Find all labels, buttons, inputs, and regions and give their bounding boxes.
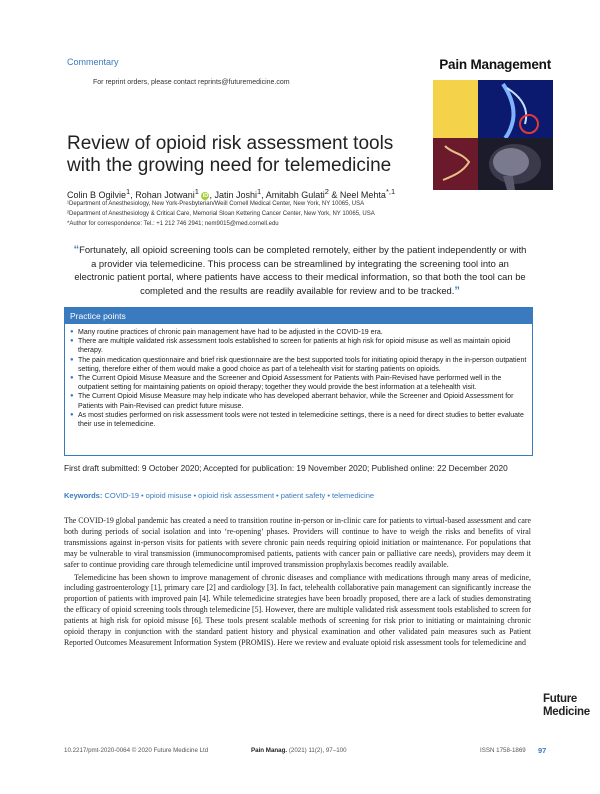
keyword-link[interactable]: opioid misuse — [145, 491, 192, 500]
practice-point: ● The pain medication questionnaire and brief risk questionnaire are the best supported tools for initiating opioid therapy in the in-person outpatient setting, therefore either of them would make a good choice as part of a telehealth visit for starting patients on opioids. — [70, 356, 527, 374]
logo-line: Medicine — [543, 706, 590, 718]
author-name: Rohan Jotwani — [135, 190, 195, 200]
practice-points-heading: Practice points — [65, 308, 532, 324]
article-body — [64, 516, 531, 649]
author-name: Amitabh Gulati — [265, 190, 325, 200]
footer-issn: ISSN 1758-1869 — [480, 747, 526, 754]
journal-cover-art — [433, 80, 553, 190]
article-title: Review of opioid risk assessment tools with the growing need for telemedicine — [67, 133, 394, 176]
quote-open-mark: “ — [73, 244, 80, 256]
affiliation-1: ¹Department of Anesthesiology, New York-Presbyterian/Weill Cornell Medical Center, New York, NY 10065, USA — [67, 201, 365, 207]
quote-close-mark: ” — [454, 284, 460, 297]
pull-quote — [70, 243, 530, 298]
practice-points-box — [64, 307, 533, 456]
footer-journal-abbrev: Pain Manag. — [251, 747, 288, 754]
keyword-link[interactable]: telemedicine — [331, 491, 375, 500]
orcid-icon[interactable]: iD — [202, 193, 209, 199]
author-list: Colin B Ogilvie$^1$, Rohan Jotwani$^1$ iD, Jatin Joshi$^1$, Amitabh Gulati$^2$ & Neel Mehta$^{*,1}$ — [67, 187, 396, 200]
author-name: Jatin Joshi — [214, 190, 257, 200]
author-affiliation-mark: *,1 — [385, 187, 396, 196]
practice-point: ● As most studies performed on risk assessment tools were not tested in telemedicine settings, there is a need for direct studies to better evaluate their use in telemedicine. — [70, 411, 527, 429]
journal-name: Pain Management — [439, 57, 551, 72]
practice-point: ● The Current Opioid Misuse Measure and the Screener and Opioid Assessment for Patients with Pain-Revised have performed well in the outpatient setting for maintaining patients on opioid therapy; together they would provide the best information at a telehealth visit. — [70, 374, 527, 392]
footer-doi: 10.2217/pmt-2020-0064 © 2020 Future Medicine Ltd — [64, 747, 209, 754]
cover-red-panel — [433, 138, 478, 190]
keyword-link[interactable]: patient safety — [280, 491, 326, 500]
keyword-link[interactable]: opioid risk assessment — [198, 491, 275, 500]
practice-point: ● There are multiple validated risk assessment tools established to screen for patients at high risk for opioid misuse as well as maintain opioid therapy. — [70, 337, 527, 355]
page-number: 97 — [538, 746, 547, 755]
author-name: & Neel Mehta — [331, 190, 386, 200]
affiliation-2: ²Department of Anesthesiology & Critical Care, Memorial Sloan Kettering Cancer Center, New York, NY 10065, USA — [67, 211, 375, 217]
keywords: Keywords: COVID-19 • opioid misuse • opioid risk assessment • patient safety • telemedicine — [64, 491, 375, 500]
body-paragraph: Telemedicine has been shown to improve management of chronic diseases and compliance with medications through many areas of medicine, including gastroenterology [1], primary care [2] and cardiology [3]. In fact, telehealth collaborative pain management can significantly increase the proportion of patients with improved pain [4]. While telemedicine strategies have been broadly proposed, there are a lack of studies demonstrating the efficacy of opioid screening tools through telemedicine [5]. However, there are multiple validated risk assessment tools established to screen for patients at high risk for opioid misuse [6]. These tools present scalable methods of screening for risk prior to initiating or maintaining chronic opioid therapy in conjunction with the standard patient history and physical examination and other validated pain measures such as Patient Reported Outcomes Measurement Information System (PROMIS). Here we review and evaluate opioid risk assessment tools for telemedicine and — [64, 572, 531, 647]
author-affiliation-mark: 1 — [194, 187, 199, 196]
footer-volume: (2021) 11(2), 97–100 — [288, 747, 347, 754]
cover-spine-panel — [478, 80, 553, 138]
author-affiliation-mark: 2 — [324, 187, 329, 196]
publisher-logo — [543, 693, 590, 719]
footer-citation — [251, 747, 347, 754]
author-affiliation-mark: 1 — [126, 187, 131, 196]
publication-dates: First draft submitted: 9 October 2020; Accepted for publication: 19 November 2020; Published online: 22 December 2020 — [64, 463, 508, 473]
logo-line: Future — [543, 693, 577, 705]
correspondence: *Author for correspondence: Tel.: +1 212 746 2941; nem9015@med.cornell.edu — [67, 221, 279, 227]
quote-text: Fortunately, all opioid screening tools can be completed remotely, either by the patient independently or with a provider via telemedicine. This process can be streamlined by integrating the screening tool into an electronic patient portal, where patients have access to their medical information, so that both the tool can be completed and the results are readily available for review and to be tracked. — [74, 244, 527, 296]
author-affiliation-mark: 1 — [257, 187, 262, 196]
author-name: Colin B Ogilvie — [67, 190, 127, 200]
reprint-notice: For reprint orders, please contact reprints@futuremedicine.com — [93, 79, 290, 86]
cover-yellow-panel — [433, 80, 478, 138]
practice-points-list — [65, 328, 532, 429]
keywords-label: Keywords: — [64, 491, 103, 500]
keyword-link[interactable]: COVID-19 — [104, 491, 140, 500]
practice-point: ● Many routine practices of chronic pain management have had to be adjusted in the COVID-19 era. — [70, 328, 527, 337]
section-label: Commentary — [67, 57, 119, 67]
body-paragraph: The COVID-19 global pandemic has created a need to transition routine in-person or in-clinic care for patients to virtual-based assessment and care both during periods of social isolation and into ‘re-opening’ phases. Providers will continue to have to weigh the risks and benefits of viral transmissions against in-person visits for patients with severe chronic pain needs requiring opioid initiation or maintenance. For populations that may be vulnerable to viral transmission (immunocompromised patients, patients with cancer pain or palliative care needs), providers may deem it safer to continue providing care through telemedicine until improved transmission prophylaxis becomes readily available. — [64, 516, 531, 569]
practice-point: ● The Current Opioid Misuse Measure may help indicate who has developed aberrant behavior, while the Screener and Opioid Assessment for Patients with Pain-Revised can predict future misuse. — [70, 392, 527, 410]
